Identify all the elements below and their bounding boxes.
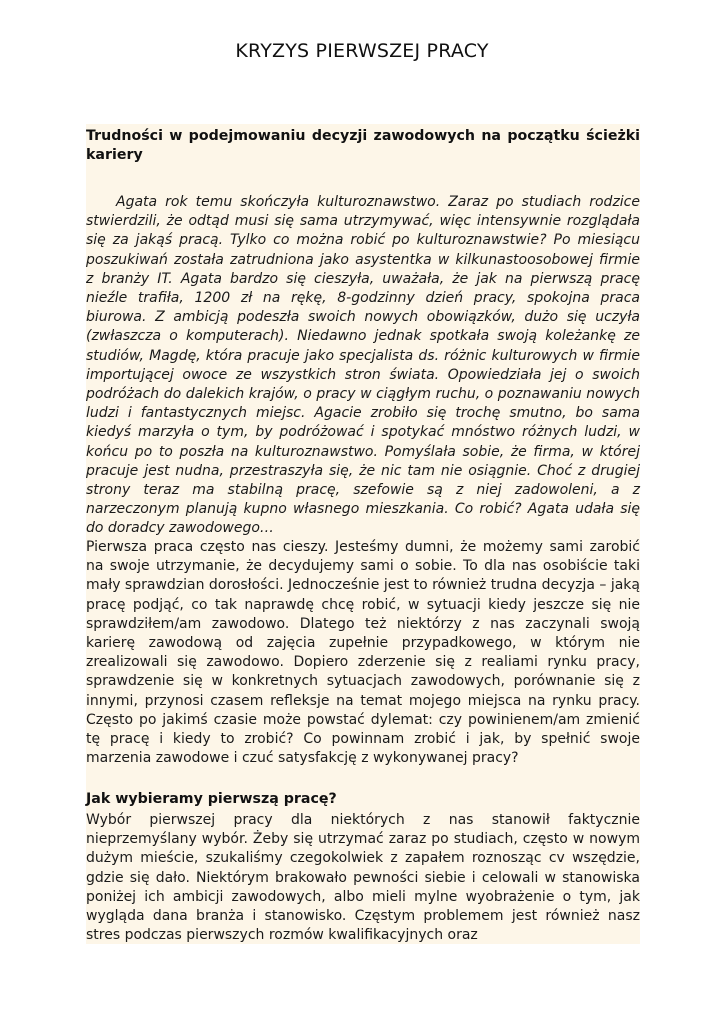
story-paragraph: Agata rok temu skończyła kulturoznawstwo. Zaraz po studiach rodzice stwierdzili, że odtąd musi się sama utrzymywać, więc intensywnie rozglądała się za jakąś pracą. Tylko co można robić po kulturoznawstwie? Po miesiącu poszukiwań została zatrudniona jako asystentka w kilkunastoosobowej firmie z branży IT. Agata bardzo się cieszyła, uważała, że jak na pierwszą pracę nieźle trafiła, 1200 zł na rękę, 8-godzinny dzień pracy, spokojna praca biurowa. Z ambicją podeszła swoich nowych obowiązków, dużo się uczyła (zwłaszcza o komputerach). Niedawno jednak spotkała swoją koleżankę ze studiów, Magdę, która pracuje jako specjalista ds. różnic kulturowych w firmie importującej owoce ze wszystkich stron świata. Opowiedziała jej o swoich podróżach do dalekich krajów, o pracy w ciągłym ruchu, o poznawaniu nowych ludzi i fantastycznych miejsc. Agacie zrobiło się trochę smutno, bo sama kiedyś marzyła o tym, by podróżować i spotykać mnóstwo różnych ludzi, w końcu po to poszła na kulturoznawstwo. Pomyślała sobie, że firma, w której pracuje jest nudna, przestraszyła się, że nic tam nie osiągnie. Choć z drugiej strony teraz ma stabilną pracę, szefowie są z niej zadowoleni, a z narzeczonym planują kupno własnego mieszkania. Co robić? Agata udała się do doradcy zawodowego…: [86, 194, 640, 537]
section-heading-choosing-first-job: Jak wybieramy pierwszą pracę?: [86, 791, 337, 807]
content-area: [86, 124, 640, 944]
body-paragraph-job-choice: Wybór pierwszej pracy dla niektórych z nas stanowił faktycznie nieprzemyślany wybór. Żeby się utrzymać zaraz po studiach, często w nowym dużym mieście, szukaliśmy czegokolwiek z zapałem roznosząc cv wszędzie, gdzie się dało. Niektórym brakowało pewności siebie i celowali w stanowiska poniżej ich ambicji zawodowych, albo mieli mylne wyobrażenie o tym, jak wygląda dana branża i stanowisko. Częstym problemem jest również nasz stres podczas pierwszych rozmów kwalifikacyjnych oraz: [86, 812, 640, 944]
document-title: KRYZYS PIERWSZEJ PRACY: [235, 40, 489, 62]
body-paragraph-first-job: Pierwsza praca często nas cieszy. Jesteśmy dumni, że możemy sami zarobić na swoje utrzymanie, że decydujemy sami o sobie. To dla nas osobiście taki mały sprawdzian dorosłości. Jednocześnie jest to również trudna decyzja – jaką pracę podjąć, co tak naprawdę chcę robić, w sytuacji kiedy jeszcze się nie sprawdziłem/am zawodowo. Dlatego też niektórzy z nas zaczynali swoją karierę zawodową od zajęcia zupełnie przypadkowego, w którym nie zrealizowali się zawodowo. Dopiero zderzenie się z realiami rynku pracy, sprawdzenie się w konkretnych sytuacjach zawodowych, porównanie się z innymi, przynosi czasem refleksje na temat mojego miejsca na rynku pracy. Często po jakimś czasie może powstać dylemat: czy powinienem/am zmienić tę pracę i kiedy to zrobić? Co powinnam zrobić i jak, by spełnić swoje marzenia zawodowe i czuć satysfakcję z wykonywanej pracy?: [86, 539, 640, 767]
section-heading-career-decisions: Trudności w podejmowaniu decyzji zawodowych na początku ścieżki kariery: [86, 128, 640, 163]
